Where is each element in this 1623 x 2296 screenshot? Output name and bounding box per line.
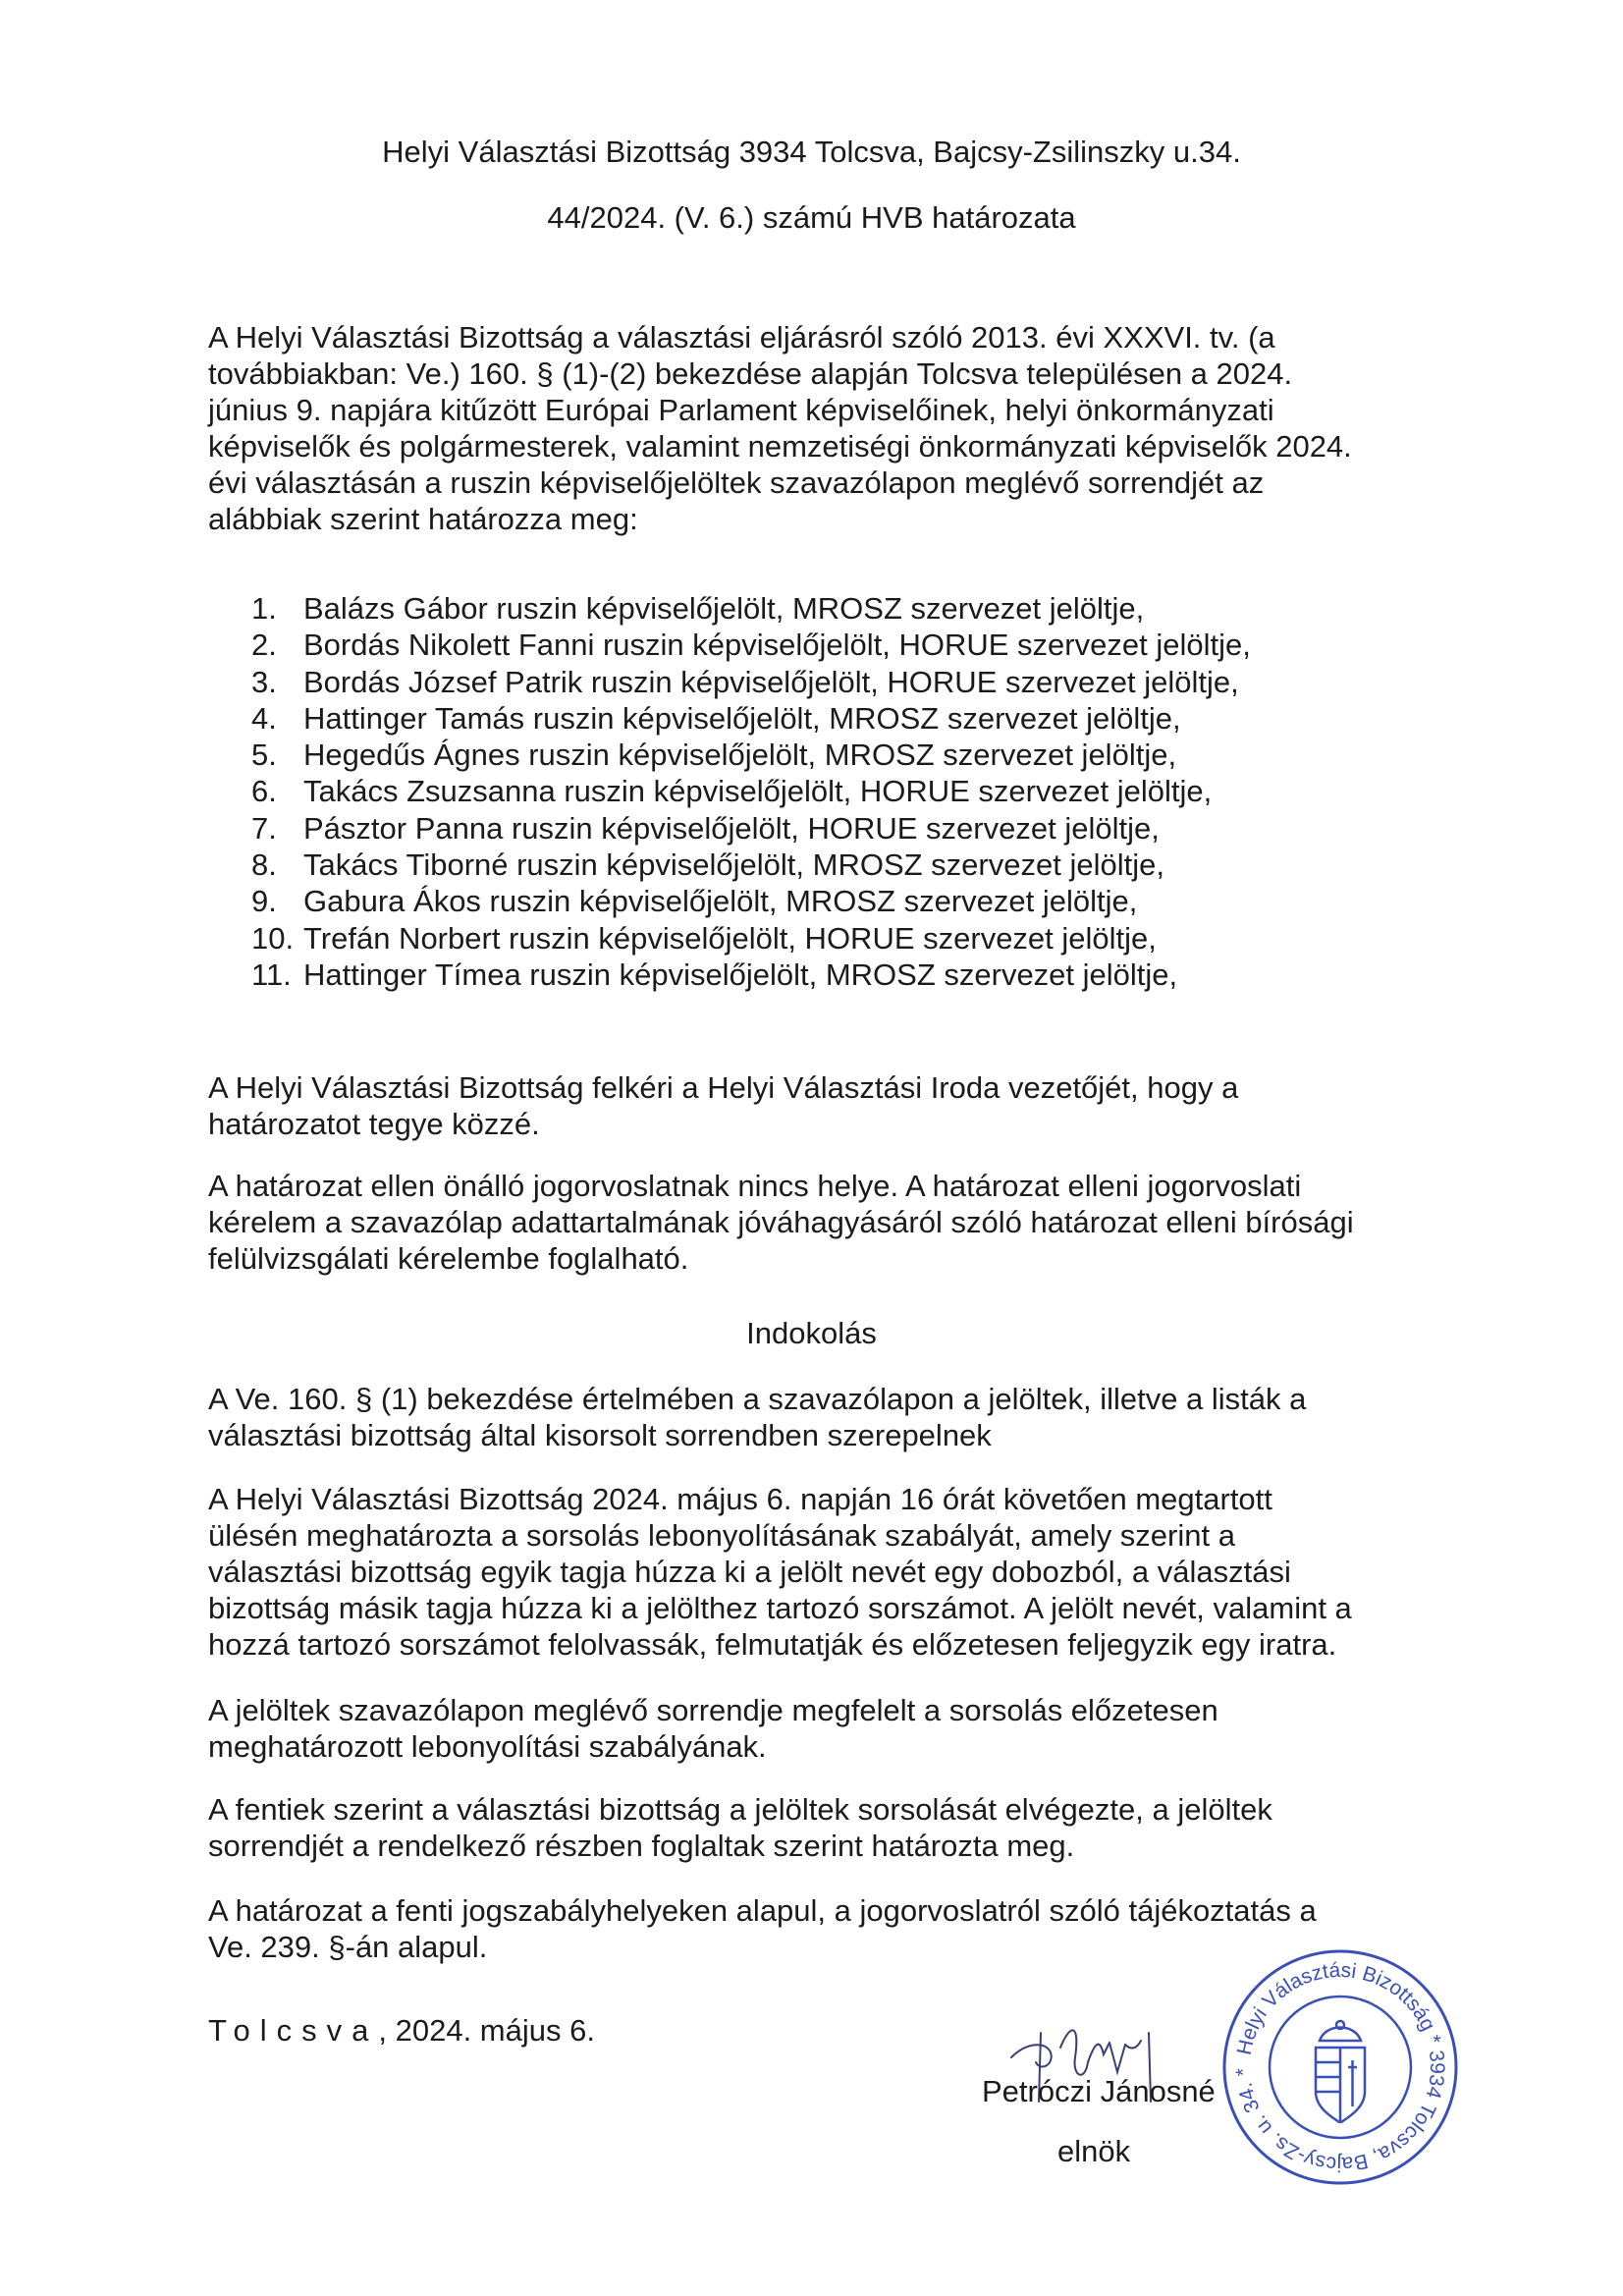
signer-name: Petróczi Jánosné [982, 2074, 1216, 2108]
candidate-number: 9. [251, 884, 277, 919]
candidate-number: 2. [251, 628, 277, 663]
text-line: bizottság másik tagja húzza ki a jelölthez tartozó sorszámot. A jelölt nevét, valamint a [208, 1591, 1352, 1625]
candidate-list [251, 590, 1479, 993]
text-line: Ve. 239. §-án alapul. [208, 1930, 488, 1964]
signer-title: elnök [1057, 2134, 1131, 2168]
candidate-item [251, 920, 1479, 957]
reasoning-paragraph-1 [208, 1381, 1485, 1453]
candidate-number: 11. [251, 957, 292, 992]
candidate-text: Takács Tiborné ruszin képviselőjelölt, MROSZ szervezet jelöltje, [303, 847, 1164, 883]
candidate-text: Takács Zsuzsanna ruszin képviselőjelölt, HORUE szervezet jelöltje, [303, 774, 1213, 809]
stamp-text-path: Helyi Választási Bizottság * 3934 Tolcsva, Bajcsy-Zs. u. 34. * [1231, 1958, 1449, 2176]
text-line: kérelem a szavazólap adattartalmának jóváhagyásáról szóló határozat elleni bírósági [208, 1205, 1354, 1239]
candidate-item [251, 700, 1479, 737]
text-line: A határozat ellen önálló jogorvoslatnak nincs helye. A határozat elleni jogorvoslati [208, 1169, 1302, 1203]
candidate-number: 10. [251, 920, 295, 956]
coat-of-arms-icon [1316, 2021, 1365, 2123]
text-line: A Helyi Választási Bizottság felkéri a Helyi Választási Iroda vezetőjét, hogy a [208, 1070, 1239, 1105]
intro-paragraph [208, 319, 1485, 537]
candidate-number: 3. [251, 664, 277, 699]
place-and-date [208, 2012, 595, 2049]
publication-request-paragraph [208, 1069, 1485, 1142]
candidate-item [251, 957, 1479, 993]
text-line: továbbiakban: Ve.) 160. § (1)-(2) bekezdése alapján Tolcsva településen a 2024. [208, 356, 1293, 391]
official-stamp [1217, 1944, 1463, 2190]
resolution-title: 44/2024. (V. 6.) számú HVB határozata [547, 200, 1076, 235]
text-line: ülésén meghatározta a sorsolás lebonyolításának szabályát, amely szerint a [208, 1518, 1235, 1553]
legal-remedy-paragraph [208, 1168, 1485, 1277]
candidate-text: Gabura Ákos ruszin képviselőjelölt, MROSZ szervezet jelöltje, [303, 884, 1138, 919]
text-line: határozatot tegye közzé. [208, 1107, 540, 1141]
candidate-number: 5. [251, 738, 277, 773]
reasoning-paragraph-2 [208, 1481, 1485, 1663]
candidate-number: 8. [251, 847, 277, 883]
text-line: alábbiak szerint határozza meg: [208, 502, 638, 536]
reasoning-paragraph-4 [208, 1791, 1485, 1864]
candidate-number: 1. [251, 591, 277, 626]
text-line: A Helyi Választási Bizottság a választási eljárásról szóló 2013. évi XXXVI. tv. (a [208, 320, 1275, 355]
candidate-number: 7. [251, 810, 277, 846]
candidate-item [251, 810, 1479, 847]
committee-address-header: Helyi Választási Bizottság 3934 Tolcsva, Bajcsy-Zsilinszky u.34. [382, 135, 1241, 169]
text-line: A határozat a fenti jogszabályhelyeken alapul, a jogorvoslatról szóló tájékoztatás a [208, 1893, 1317, 1928]
candidate-item [251, 627, 1479, 663]
place-name: Tolcsva [208, 2013, 379, 2048]
candidate-text: Pásztor Panna ruszin képviselőjelölt, HORUE szervezet jelöltje, [303, 810, 1160, 846]
text-line: hozzá tartozó sorszámot felolvassák, felmutatják és előzetesen feljegyzik egy iratra. [208, 1627, 1337, 1662]
text-line: A Ve. 160. § (1) bekezdése értelmében a szavazólapon a jelöltek, illetve a listák a [208, 1382, 1307, 1416]
text-line: A Helyi Választási Bizottság 2024. május 6. napján 16 órát követően megtartott [208, 1482, 1272, 1516]
candidate-item [251, 847, 1479, 883]
candidate-text: Bordás József Patrik ruszin képviselőjelölt, HORUE szervezet jelöltje, [303, 664, 1239, 699]
candidate-number: 4. [251, 700, 277, 736]
text-line: választási bizottság egyik tagja húzza ki a jelölt nevét egy dobozból, a választási [208, 1555, 1291, 1589]
candidate-item [251, 883, 1479, 919]
candidate-text: Balázs Gábor ruszin képviselőjelölt, MROSZ szervezet jelöltje, [303, 591, 1145, 626]
candidate-item [251, 773, 1479, 809]
candidate-item [251, 664, 1479, 700]
text-line: június 9. napjára kitűzött Európai Parlament képviselőinek, helyi önkormányzati [208, 393, 1274, 427]
text-line: sorrendjét a rendelkező részben foglaltak szerint határozta meg. [208, 1829, 1075, 1863]
candidate-text: Hattinger Tamás ruszin képviselőjelölt, MROSZ szervezet jelöltje, [303, 700, 1181, 736]
reasoning-paragraph-3 [208, 1692, 1485, 1765]
text-line: választási bizottság által kisorsolt sorrendben szerepelnek [208, 1418, 992, 1452]
reasoning-heading: Indokolás [746, 1316, 877, 1350]
text-line: felülvizsgálati kérelembe foglalható. [208, 1241, 689, 1276]
candidate-text: Hegedűs Ágnes ruszin képviselőjelölt, MROSZ szervezet jelöltje, [303, 738, 1177, 773]
text-line: A jelöltek szavazólapon meglévő sorrendje megfelelt a sorsolás előzetesen [208, 1693, 1218, 1727]
candidate-text: Hattinger Tímea ruszin képviselőjelölt, MROSZ szervezet jelöltje, [303, 957, 1178, 992]
text-line: képviselők és polgármesterek, valamint nemzetiségi önkormányzati képviselők 2024. [208, 429, 1352, 464]
signing-date: , 2024. május 6. [378, 2013, 595, 2048]
text-line: meghatározott lebonyolítási szabályának. [208, 1729, 767, 1764]
candidate-number: 6. [251, 774, 277, 809]
candidate-text: Trefán Norbert ruszin képviselőjelölt, HORUE szervezet jelöltje, [303, 920, 1157, 956]
text-line: A fentiek szerint a választási bizottság a jelöltek sorsolását elvégezte, a jelöltek [208, 1792, 1272, 1827]
candidate-text: Bordás Nikolett Fanni ruszin képviselőjelölt, HORUE szervezet jelöltje, [303, 628, 1251, 663]
text-line: évi választásán a ruszin képviselőjelöltek szavazólapon meglévő sorrendjét az [208, 465, 1265, 500]
candidate-item [251, 737, 1479, 773]
candidate-item [251, 590, 1479, 627]
